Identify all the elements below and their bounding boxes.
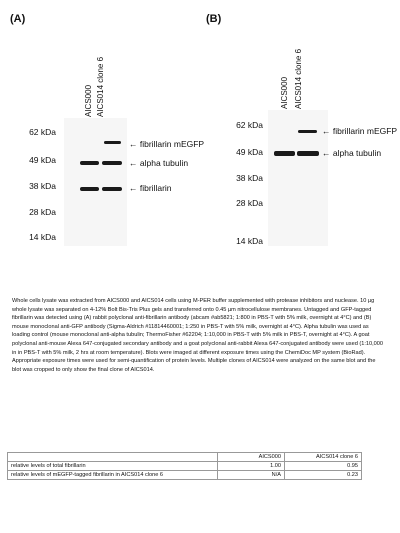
panel-b-marker-62: 62 kDa: [236, 120, 263, 130]
panel-a-band-tubulin-lane2: [102, 161, 122, 165]
table-cell: 1.00: [218, 462, 285, 471]
table-header-row: [8, 453, 362, 462]
panel-a-arrow-fibrillarin: [129, 183, 172, 193]
left-arrow-icon: ←: [129, 139, 138, 149]
panel-b-label-fibrillarin-megfp: fibrillarin mEGFP: [332, 126, 398, 136]
panel-b-band-fibrillarin-megfp: [298, 130, 317, 133]
panel-a-lane-aics000: AICS000: [84, 84, 93, 117]
panel-a-marker-38: 38 kDa: [29, 181, 56, 191]
left-arrow-icon: ←: [129, 183, 138, 193]
panel-a-blot: [64, 118, 127, 246]
table-cell: relative levels of total fibrillarin: [8, 462, 218, 471]
panel-a-band-fibrillarin-lane1: [80, 187, 99, 191]
table-row: [8, 471, 362, 480]
panel-a-letter: (A): [10, 13, 26, 25]
table-cell: 0.95: [285, 462, 362, 471]
panel-b-marker-14: 14 kDa: [236, 236, 263, 246]
table-cell: relative levels of mEGFP-tagged fibrillarin in AICS014 clone 6: [8, 471, 218, 480]
relative-levels-table: [7, 452, 362, 480]
left-arrow-icon: ←: [322, 126, 331, 136]
panel-a-label-alpha-tubulin: alpha tubulin: [139, 158, 189, 168]
panel-a-marker-49: 49 kDa: [29, 155, 56, 165]
panel-b-band-tubulin-lane2: [297, 151, 319, 156]
panel-b-lane-aics000: AICS000: [280, 76, 289, 109]
table-header-cell: AICS000: [218, 453, 285, 462]
table-cell: N/A: [218, 471, 285, 480]
panel-a-label-fibrillarin-megfp: fibrillarin mEGFP: [139, 139, 205, 149]
panel-a-label-fibrillarin: fibrillarin: [139, 183, 172, 193]
panel-a-lane-aics014: AICS014 clone 6: [96, 56, 105, 117]
panel-b-label-alpha-tubulin: alpha tubulin: [332, 148, 382, 158]
panel-b-lane-aics014: AICS014 clone 6: [294, 48, 303, 109]
panel-b-letter: (B): [206, 13, 222, 25]
panel-a-marker-62: 62 kDa: [29, 127, 56, 137]
panel-b-marker-28: 28 kDa: [236, 198, 263, 208]
panel-b-marker-38: 38 kDa: [236, 173, 263, 183]
panel-b-arrow-fibrillarin-megfp: [322, 126, 397, 136]
panel-a-arrow-fibrillarin-megfp: [129, 139, 204, 149]
table-header-cell: [8, 453, 218, 462]
table-header-cell: AICS014 clone 6: [285, 453, 362, 462]
figure-caption: Whole cells lysate was extracted from AICS000 and AICS014 cells using M-PER buffer supplemented with protease inhibitors and nuclease. 10 µg whole lysate was separated on 4-12% Bolt Bis-Tris Plus gels and transferred onto 0.45 µm nitrocellulose membranes. Untagged and GFP-tagged fibrillarin was detected using (A) rabbit polyclonal anti-fibrillarin antibody (abcam #ab5821; 1:800 in PBS-T with 5% milk, overnight at 4°C) and (B) mouse monoclonal anti-GFP antibody (Sigma-Aldrich #11814460001; 1:250 in PBS-T with 5% milk, overnight at 4°C). Alpha tubulin was used as loading control (mouse monoclonal anti-alpha tubulin; ThermoFisher #62204; 1:10,000 in PBS-T with 5% milk in PBS-T, overnight at 4°C). A goat polyclonal anti-mouse Alexa 647-conjugated secondary antibody and a goat polyclonal anti-rabbit Alexa 647-conjugated antibody were used (1:10,000 in in PBS-T with 5% milk, 2 hrs at room temperature). Blots were imaged at different exposure times using the ChemiDoc MP system (BioRad). Appropriate exposure times were used for semi-quantification of protein levels. Multiple clones of AICS014 were analyzed on the same blot and the blot was cropped to only show the final clone of AICS014.: [12, 298, 383, 373]
left-arrow-icon: ←: [322, 148, 331, 158]
left-arrow-icon: ←: [129, 158, 138, 168]
panel-a-marker-28: 28 kDa: [29, 207, 56, 217]
panel-b-arrow-alpha-tubulin: [322, 148, 381, 158]
panel-a-band-tubulin-lane1: [80, 161, 99, 165]
table-row: [8, 462, 362, 471]
panel-b-marker-49: 49 kDa: [236, 147, 263, 157]
panel-a-band-fibrillarin-lane2: [102, 187, 122, 191]
panel-b-band-tubulin-lane1: [274, 151, 295, 156]
panel-a-band-fibrillarin-megfp: [104, 141, 121, 144]
panel-a-marker-14: 14 kDa: [29, 232, 56, 242]
table-cell: 0.23: [285, 471, 362, 480]
panel-a-arrow-alpha-tubulin: [129, 158, 188, 168]
panel-b-blot: [268, 110, 328, 246]
